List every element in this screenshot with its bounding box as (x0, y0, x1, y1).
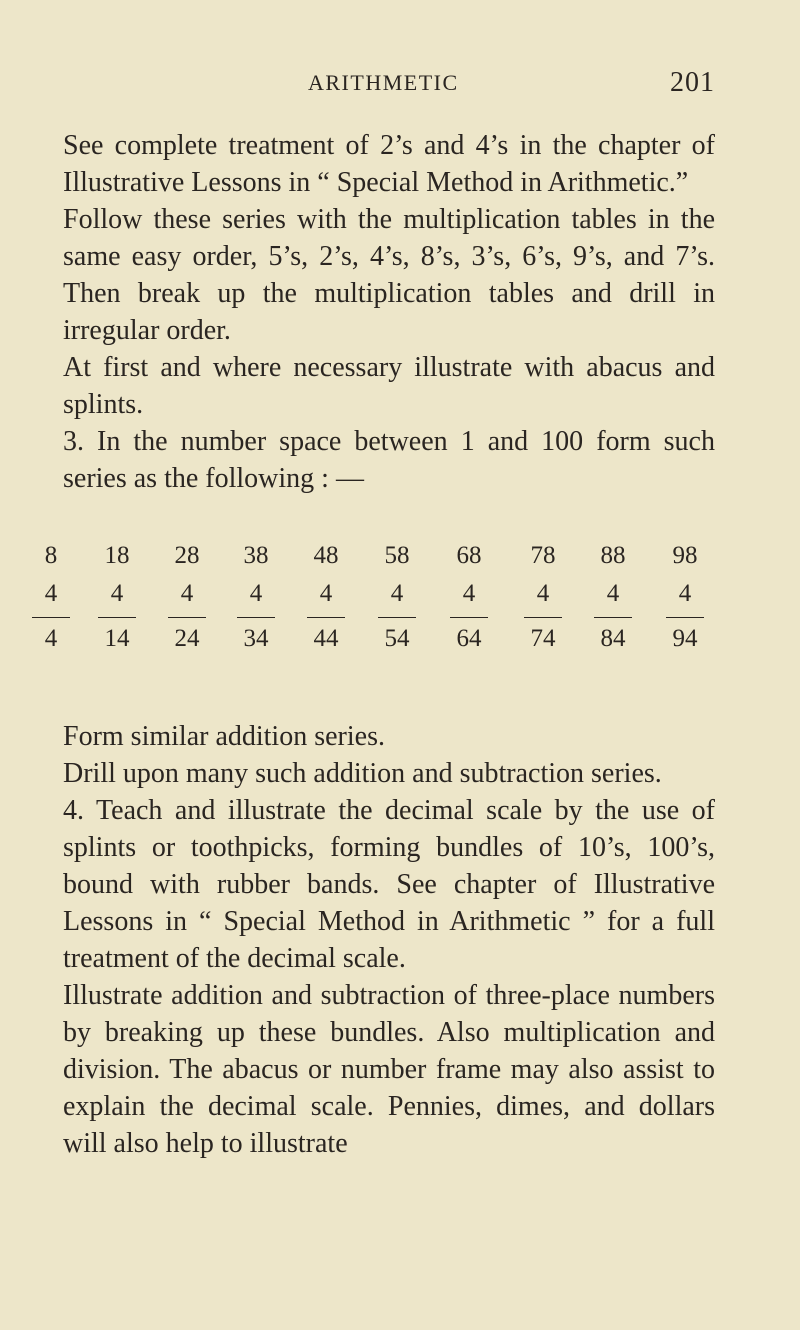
minuend: 38 (243, 542, 269, 569)
paragraph-drill-upon: Drill upon many such addition and subtraction series. (63, 758, 662, 789)
series-column (517, 537, 569, 658)
minuend: 68 (456, 542, 482, 569)
minuend: 48 (313, 542, 339, 569)
sum-rule (450, 617, 488, 618)
sum-rule (32, 617, 70, 618)
minuend: 58 (384, 542, 410, 569)
subtrahend: 4 (462, 580, 476, 607)
difference: 24 (174, 625, 200, 652)
subtrahend: 4 (110, 580, 124, 607)
running-head: ARITHMETIC (308, 70, 459, 95)
series-column (659, 537, 711, 658)
minuend: 78 (530, 542, 556, 569)
paragraph-number-space: 3. In the number space between 1 and 100 form such series as the following : — (63, 426, 715, 494)
paragraph-decimal-scale: 4. Teach and illustrate the decimal scale by the use of splints or toothpicks, forming bundles of 10’s, 100’s, bound with rubber bands. See chapter of Illustrative Lessons in “ Special Method in Arithmetic ” for a full treatment of the decimal scale. (63, 795, 715, 974)
difference: 94 (672, 625, 698, 652)
series-column (300, 537, 352, 658)
series-column (230, 537, 282, 658)
sum-rule (98, 617, 136, 618)
difference: 44 (313, 625, 339, 652)
sum-rule (524, 617, 562, 618)
subtrahend: 4 (536, 580, 550, 607)
series-column (91, 537, 143, 658)
paragraph-abacus-splints: At first and where necessary illustrate with abacus and splints. (63, 352, 715, 420)
minuend: 28 (174, 542, 200, 569)
difference: 84 (600, 625, 626, 652)
difference: 54 (384, 625, 410, 652)
paragraph-form-similar: Form similar addition series. (63, 721, 385, 752)
minuend: 98 (672, 542, 698, 569)
sum-rule (168, 617, 206, 618)
difference: 74 (530, 625, 556, 652)
series-column (443, 537, 495, 658)
series-column (25, 537, 77, 658)
paragraph-follow-series: Follow these series with the multiplication tables in the same easy order, 5’s, 2’s, 4’s, 8’s, 3’s, 6’s, 9’s, and 7’s. Then break up the multiplication tables and drill in irregular order. (63, 204, 715, 346)
subtrahend: 4 (249, 580, 263, 607)
body-text-top (63, 127, 715, 497)
sum-rule (666, 617, 704, 618)
body-text-bottom (63, 718, 715, 1162)
subtrahend: 4 (678, 580, 692, 607)
page-number: 201 (670, 67, 715, 98)
subtrahend: 4 (606, 580, 620, 607)
sum-rule (307, 617, 345, 618)
subtrahend: 4 (44, 580, 58, 607)
paragraph-illustrate-addition: Illustrate addition and subtraction of three-place numbers by breaking up these bundles. Also multiplication and division. The abacus or number frame may also assist to explain the decimal scale. Pennies, dimes, and dollars will also help to illustrate (63, 980, 715, 1159)
difference: 14 (104, 625, 130, 652)
difference: 34 (243, 625, 269, 652)
minuend: 88 (600, 542, 626, 569)
subtrahend: 4 (319, 580, 333, 607)
sum-rule (594, 617, 632, 618)
difference: 4 (44, 625, 58, 652)
sum-rule (237, 617, 275, 618)
series-column (161, 537, 213, 658)
subtrahend: 4 (180, 580, 194, 607)
difference: 64 (456, 625, 482, 652)
paragraph-see-complete: See complete treatment of 2’s and 4’s in the chapter of Illustrative Lessons in “ Special Method in Arithmetic.” (63, 130, 715, 198)
page-header (290, 67, 715, 104)
sum-rule (378, 617, 416, 618)
subtrahend: 4 (390, 580, 404, 607)
minuend: 8 (44, 542, 58, 569)
series-column (371, 537, 423, 658)
minuend: 18 (104, 542, 130, 569)
series-column (587, 537, 639, 658)
